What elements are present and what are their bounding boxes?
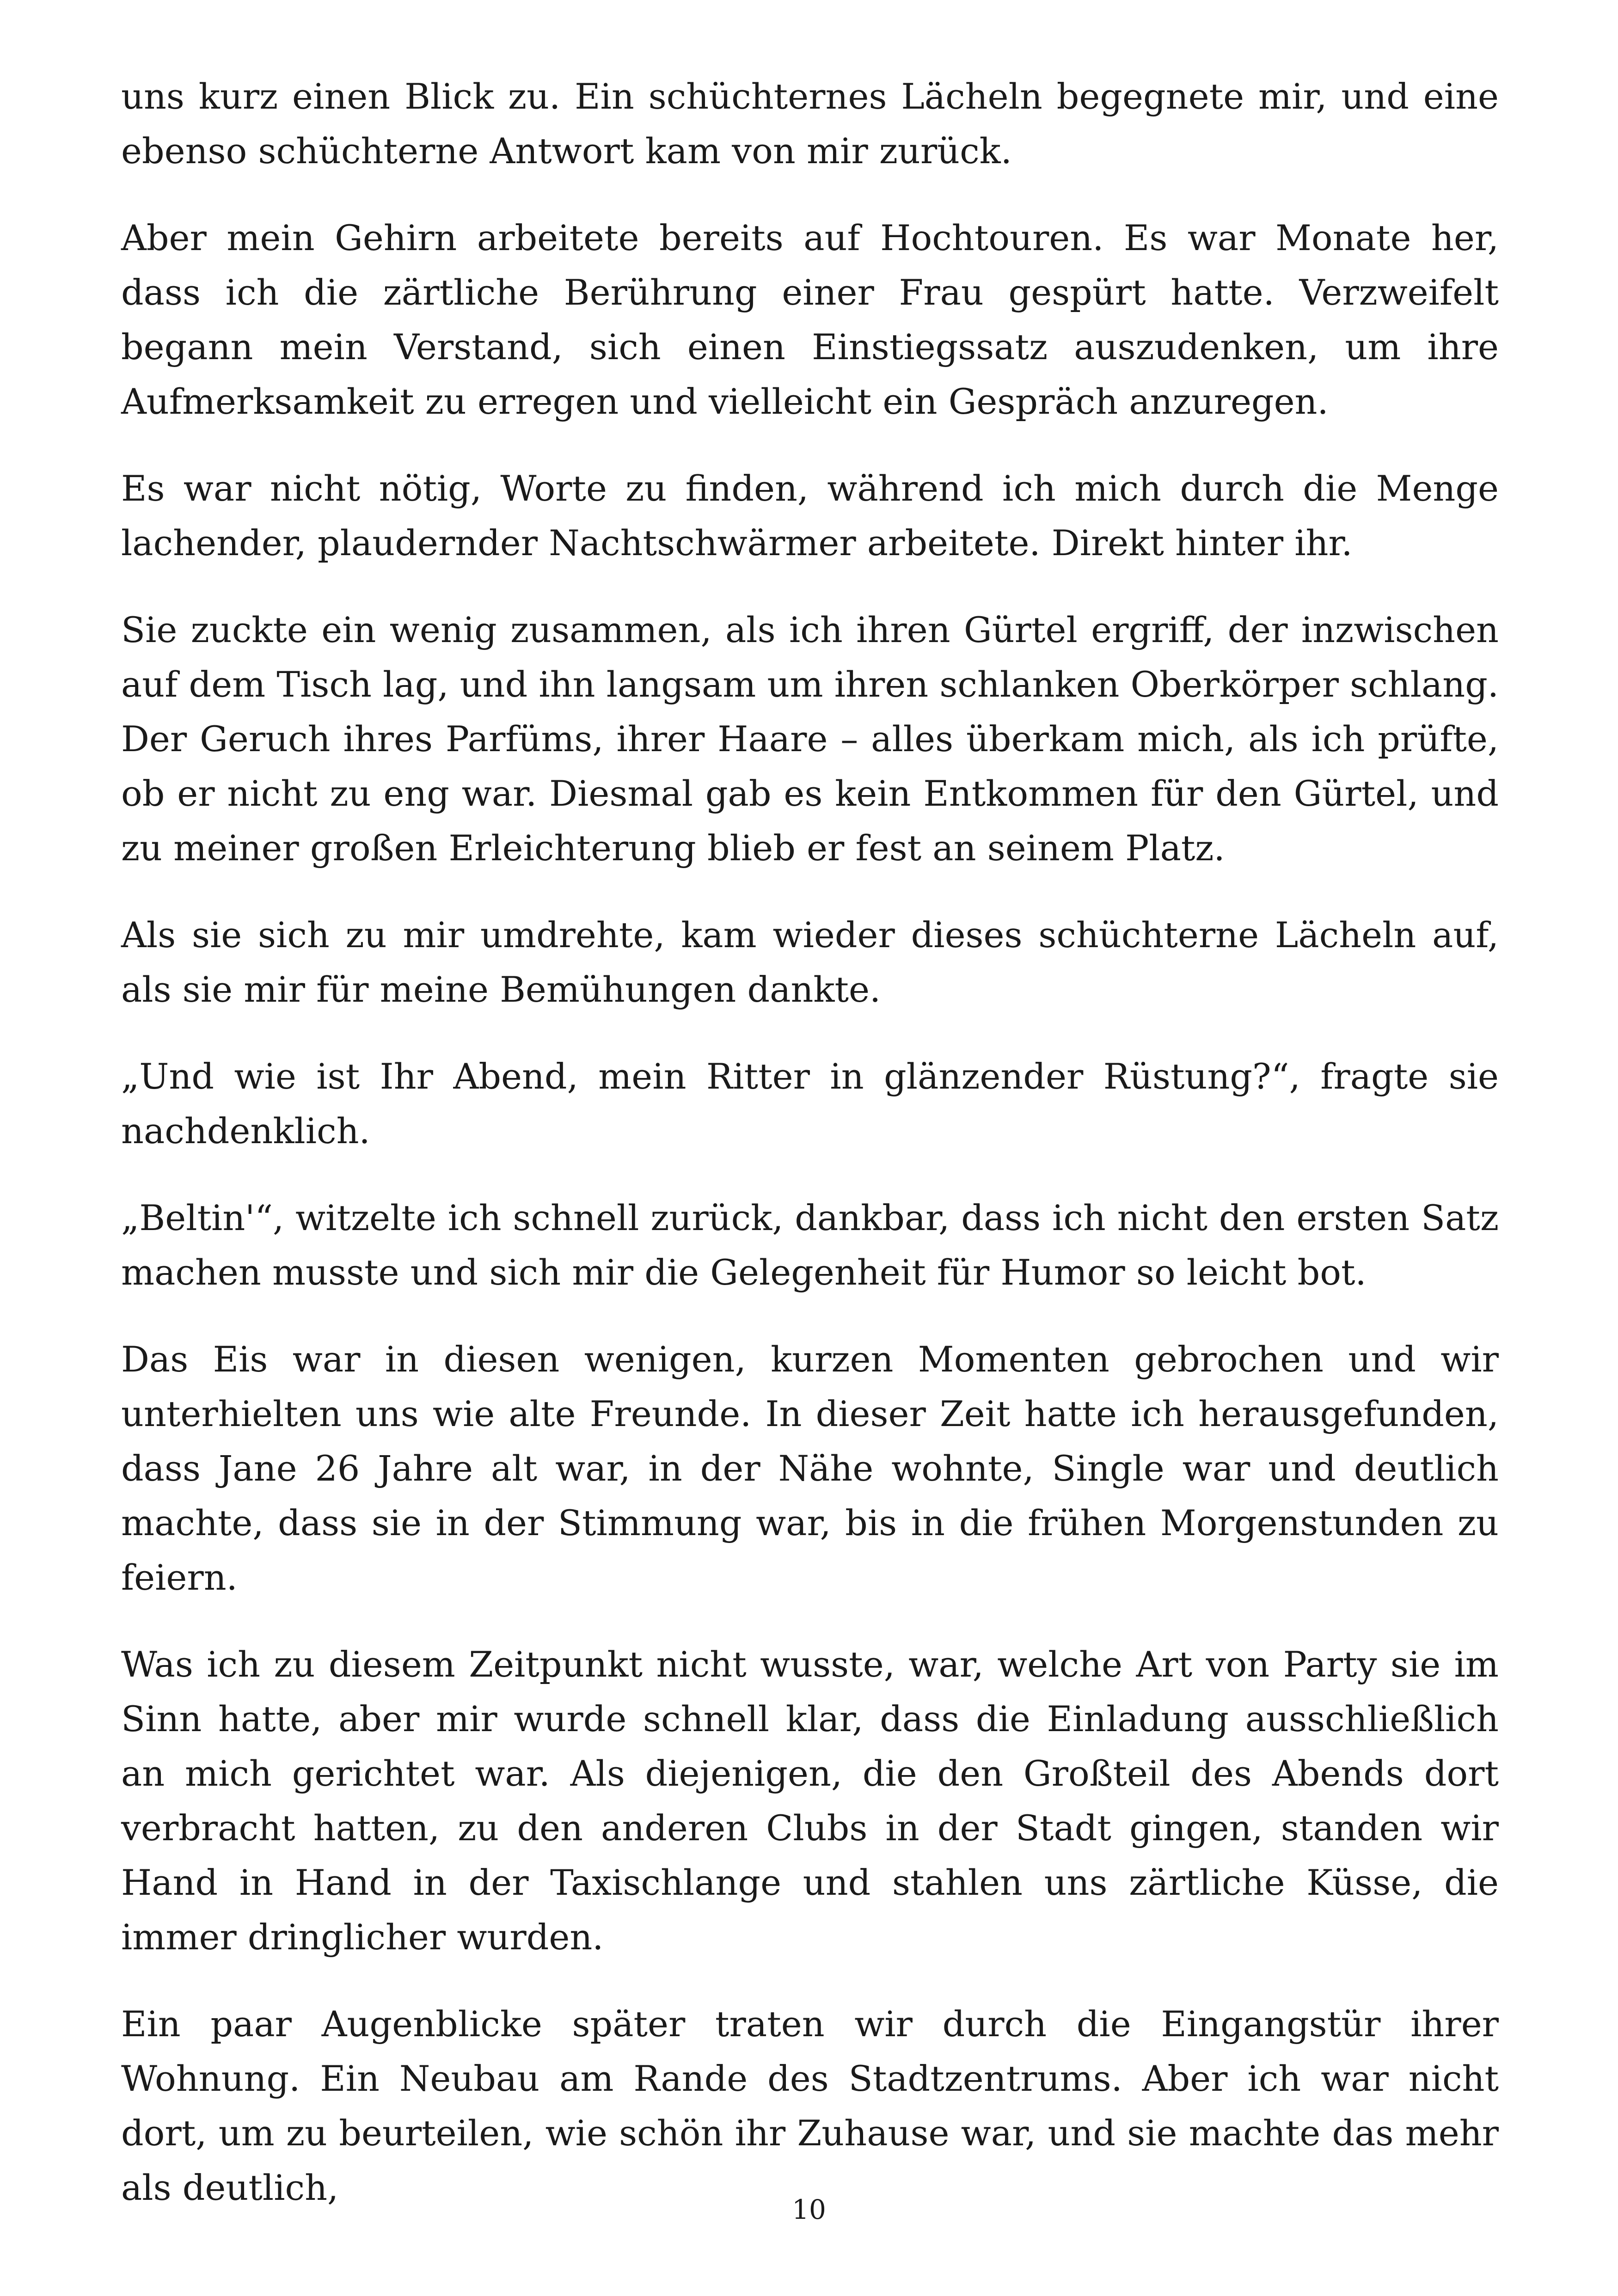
page-number: 10 bbox=[792, 2194, 826, 2225]
body-text bbox=[121, 69, 1499, 2247]
paragraph-4: Sie zuckte ein wenig zusammen, als ich ihren Gürtel ergriff, der inzwischen auf dem Tisch lag, und ihn langsam um ihren schlanken Oberkörper schlang. Der Geruch ihres Parfüms, ihrer Haare – alles überkam mich, als ich prüfte, ob er nicht zu eng war. Diesmal gab es kein Entkommen für den Gürtel, und zu meiner großen Erleichterung blieb er fest an seinem Platz. bbox=[121, 609, 1499, 869]
paragraph-7: „Beltin'“, witzelte ich schnell zurück, dankbar, dass ich nicht den ersten Satz machen musste und sich mir die Gelegenheit für Humor so leicht bot. bbox=[121, 1197, 1499, 1293]
paragraph-9: Was ich zu diesem Zeitpunkt nicht wusste, war, welche Art von Party sie im Sinn hatte, aber mir wurde schnell klar, dass die Einladung ausschließlich an mich gerichtet war. Als diejenigen, die den Großteil des Abends dort verbracht hatten, zu den anderen Clubs in der Stadt gingen, standen wir Hand in Hand in der Taxischlange und stahlen uns zärtliche Küsse, die immer dringlicher wurden. bbox=[121, 1644, 1499, 1958]
paragraph-10: Ein paar Augenblicke später traten wir durch die Eingangstür ihrer Wohnung. Ein Neubau am Rande des Stadtzentrums. Aber ich war nicht dort, um zu beurteilen, wie schön ihr Zuhause war, und sie machte das mehr als deutlich, bbox=[121, 2003, 1499, 2208]
paragraph-3: Es war nicht nötig, Worte zu finden, während ich mich durch die Menge lachender, plaudernder Nachtschwärmer arbeitete. Direkt hinter ihr. bbox=[121, 468, 1499, 563]
paragraph-8: Das Eis war in diesen wenigen, kurzen Momenten gebrochen und wir unterhielten uns wie alte Freunde. In dieser Zeit hatte ich herausgefunden, dass Jane 26 Jahre alt war, in der Nähe wohnte, Single war und deutlich machte, dass sie in der Stimmung war, bis in die frühen Morgenstunden zu feiern. bbox=[121, 1339, 1499, 1598]
paragraph-1: uns kurz einen Blick zu. Ein schüchternes Lächeln begegnete mir, und eine ebenso schüchterne Antwort kam von mir zurück. bbox=[121, 76, 1499, 171]
paragraph-5: Als sie sich zu mir umdrehte, kam wieder dieses schüchterne Lächeln auf, als sie mir für meine Bemühungen dankte. bbox=[121, 914, 1499, 1010]
paragraph-2: Aber mein Gehirn arbeitete bereits auf Hochtouren. Es war Monate her, dass ich die zärtliche Berührung einer Frau gespürt hatte. Verzweifelt begann mein Verstand, sich einen Einstiegssatz auszudenken, um ihre Aufmerksamkeit zu erregen und vielleicht ein Gespräch anzuregen. bbox=[121, 217, 1499, 422]
paragraph-6: „Und wie ist Ihr Abend, mein Ritter in glänzender Rüstung?“, fragte sie nachdenklich. bbox=[121, 1056, 1499, 1151]
